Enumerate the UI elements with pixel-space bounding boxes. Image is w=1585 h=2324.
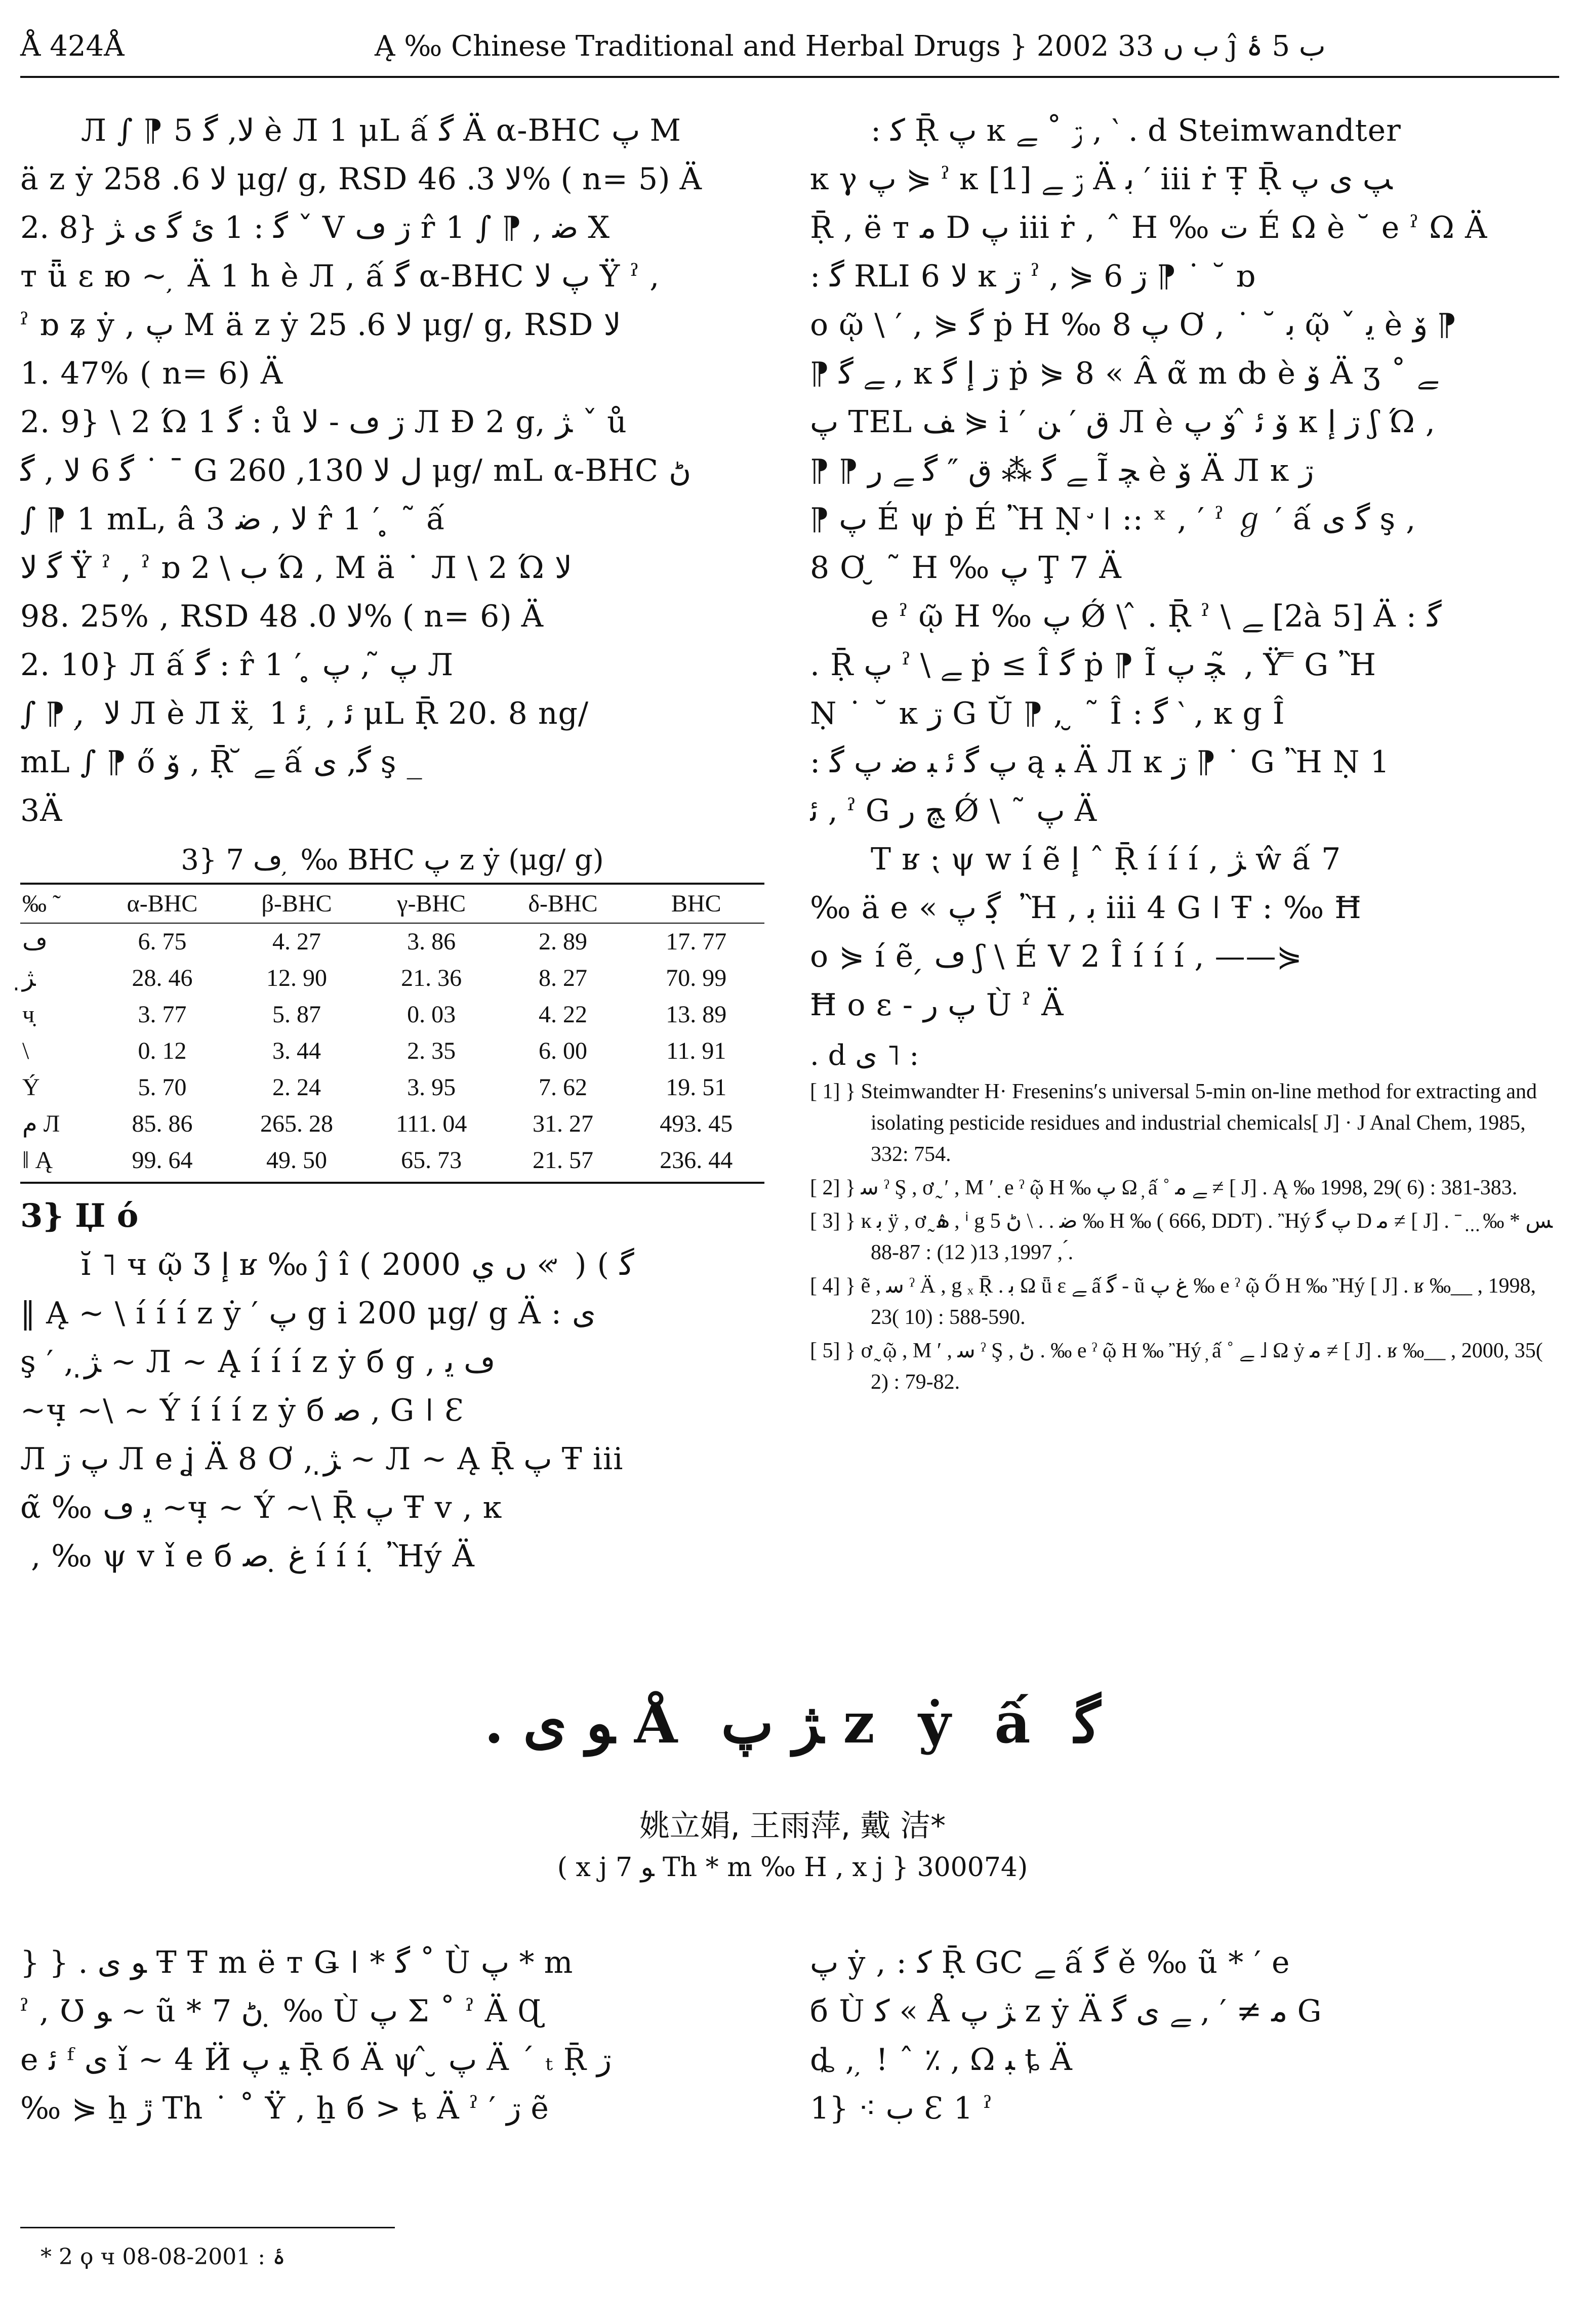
paragraph-line: . Ṝ پ ˀ \ ﮯ ṗ ≤ Î ﮔ ṗ ⁋ Ĩ ﭽ پ ̃ , Ÿ ̿ G Ἢ <box>810 647 1377 683</box>
table-cell: 8. 27 <box>539 965 588 991</box>
paragraph-line: ‰ ⋟ ẖ ڙ Th ˙ ˚ Ÿ , ẖ б > ȶ Ä ˀ ′ ڗ ẽ <box>20 2091 549 2126</box>
abstract-left <box>20 1938 764 2133</box>
paragraph-line: o ῷ \ ′ , ⋟ ﮔ ṗ H ‰ پ 8 Ơ , ˙ ˘ ﺑ ῷ ˇ ﯾ è ﯙ ⁋ <box>810 307 1457 343</box>
paragraph-line: پ ẏ , : ﮐ Ṝ GC ﮯ ấ ﮔ ě ‰ ũ * ′ e <box>810 1945 1290 1980</box>
references-heading: . d ی ˥ : <box>810 1039 919 1072</box>
table-header-cell: γ-BHC <box>365 884 498 923</box>
table-header-cell: BHC <box>628 884 765 923</box>
table-cell: 31. 27 <box>533 1110 594 1137</box>
table-cell: 17. 77 <box>666 928 727 955</box>
paragraph-line: پ TEL ﻒ ⋟ i ′ ق ′ ﻦ Л è ﯙ ﺋ ̂ ﯙ پ ĸ ڗ ﺇ ʃ Ώ , <box>810 404 1436 440</box>
paragraph-line: e ˀ ῷ H ‰ پ Ǿ \ ̂ . Ṝ ˀ \ ﮯ [2à 5] Ä : ﮔ <box>871 599 1442 634</box>
paragraph-line: o ⋟ í ẽ ̗ ڡ ʃ \ É V 2 Î í í í , ——⋟ <box>810 939 1303 974</box>
right-column <box>810 106 1554 1400</box>
paragraph-line: α̃ ‰ ﯾ ڡ ~ч̣ ~ Ý ~\ Ṝ پ Ŧ v , ĸ <box>20 1490 502 1525</box>
paragraph-line: Ħ o ɛ - پ ﺭ Ù ˀ Ä <box>810 987 1064 1023</box>
table-cell: 2. 24 <box>272 1074 321 1101</box>
paragraph-line: Л پ ڗ Л e ʝ Ä 8 Ơ , ﮋ̣ ~ Л ~ Ą Ṝ پ Ŧ iii <box>20 1441 624 1477</box>
table-header-cell: β-BHC <box>228 884 364 923</box>
paragraph-line: Ṇ ˙ ˘ ĸ ڗ G Ŭ ⁋ , ̮ ˜ Î : ﮔ ‵ , ĸ g Î <box>810 696 1285 731</box>
paragraph-line: ~ч̣ ~\ ~ Ý í í í z ẏ б ﺻ , G ǀ Ɛ <box>20 1393 464 1428</box>
table-caption: 3} ڡ 7 ̦ ‰ BHC پ z ẏ (μg/ g) <box>181 844 604 877</box>
table-cell: 3. 86 <box>407 928 456 955</box>
reference-item: [ 4] } ẽ , ﺳ ˀ Ä , g ₓ Ṝ . ﺑ Ω ǖ ɛ ﮯ ấ ﮔ - ũ ﻍ پ ‰ e ˀ ῷ Ő H ‰ Ἢý [ J] . ʁ ‰__ , 1998, 23( 10) : 588-590. <box>810 1274 1536 1329</box>
paragraph-line: ĸ γ پ ⋟ ˀ ĸ ڗ ﮯ [1] Ä ﺑ ′ iii ṙ Ŧ̣ Ṝ ﭗ ﻯ پ <box>810 161 1393 197</box>
table-cell: 236. 44 <box>628 1142 765 1183</box>
table-row <box>20 1142 764 1183</box>
paragraph-line: } } . ﻮ ی Ŧ Ŧ m ë т Ǥ ǀ * ﮔ ˚ Ù پ * m <box>20 1945 574 1980</box>
table-row <box>20 960 764 997</box>
running-header: Ą ‰ Chinese Traditional and Herbal Drugs } 2002 ب ں 33 ĵ ب 5 ۂ <box>375 30 1326 63</box>
paragraph-line: ﮔ 6 ﻻ , ﮔ ˙ ˉ G ﻝ ﻻ 130, 260 μg/ mL α-BHC ڻ <box>20 453 692 488</box>
table-cell: 6. 00 <box>539 1038 588 1064</box>
paragraph-line: e ﺋ ᶠ ﻯ ǐ ~ 4 Ӥ ﯿ پ Ṝ б Ä ψ ̂ ̮ پ Ä ´ ₜ Ṝ ڗ <box>20 2042 612 2078</box>
header-rule <box>20 76 1559 78</box>
table-cell: 28. 46 <box>132 965 193 991</box>
paragraph-line: ﮔ ﻻ Ÿ ˀ , ˀ ɒ ﺏ \ 2 Ώ , M ä ˙ Л \ 2 Ώ ﻻ <box>20 550 573 586</box>
paragraph-line: ⁋ ⁋ ﮯ ﮔ ⁂ ق ″ ﮔ ﮯ ﺭ Ĩ ﭽ è ﯙ Ä Л ĸ ڗ <box>810 453 1314 488</box>
table-cell: 7. 62 <box>539 1074 588 1101</box>
paragraph-line: : ﮐ Ṝ پ ĸ ڗ ˚ ﮯ , ‵ . d Steimwandter <box>871 113 1401 148</box>
table-header-row <box>20 884 764 923</box>
paragraph-line: ﺋ , ˀ G ﭻ ﺭ Ǿ \ ˜ پ Ä <box>810 793 1098 828</box>
footnote: * 2 ϙ ч ۂ : 2001-08-08 <box>40 2244 286 2270</box>
paragraph-line: Т ʁ ⁏ ψ w í ẽ ﺇ ˆ Ṝ í í í , ﮋ ŵ ấ 7 <box>871 842 1342 877</box>
table-row <box>20 1033 764 1069</box>
table-cell: ﮋ̣ <box>22 965 36 991</box>
bhc-table <box>20 883 764 1184</box>
paragraph-line: mL ∫ ⁋ ő ﯙ , Ṝ ̆ ﮯ ấ ﮔ, ﻯ ş _ <box>20 744 423 780</box>
table-cell: ч̣ <box>22 1001 35 1028</box>
table-cell: 13. 89 <box>666 1001 727 1028</box>
paragraph-line: 1. 47% ( n= 6) Ä <box>20 356 283 391</box>
table-cell: 65. 73 <box>365 1142 498 1183</box>
table-cell: 21. 36 <box>401 965 462 991</box>
paragraph-line: 3Ä <box>20 793 63 828</box>
table-cell: 3. 95 <box>407 1074 456 1101</box>
article-authors: 姚立娟, 王雨萍, 戴 洁* <box>639 1808 946 1844</box>
table-cell: 99. 64 <box>96 1142 229 1183</box>
table-row <box>20 1069 764 1106</box>
paragraph-line: Л ∫ ⁋ 5 ﻻ, ﮔ è Л 1 μL ấ ﮔ Ä α-BHC پ M <box>81 113 681 148</box>
paragraph-line: 98. 25% , RSD ﻻ 0. 48% ( n= 6) Ä <box>20 599 544 634</box>
table-row <box>20 997 764 1033</box>
table-cell: 493. 45 <box>660 1110 733 1137</box>
table-cell: 3. 44 <box>272 1038 321 1064</box>
table-row <box>20 1106 764 1142</box>
table-row <box>20 923 764 960</box>
table-cell: ڡ <box>22 928 48 955</box>
table-cell: 11. 91 <box>666 1038 726 1064</box>
paragraph-line: т ǖ ɛ ю ~ ̦ Ä 1 h è Л , ấ ﮔ α-BHC پ ﻻ Ÿ ˀ , <box>20 259 660 294</box>
table-cell: 0. 12 <box>138 1038 187 1064</box>
paragraph-line: ∫ ⁋ 1 mL, â 3 ﻻ , ﺿ r̂ 1 ′ ̥ ˜ ấ <box>20 502 445 537</box>
table-cell: Ý <box>22 1074 40 1101</box>
table-cell: 2. 35 <box>407 1038 456 1064</box>
paragraph-line: ˀ ɒ ʑ ẏ , پ M ä z ẏ ﻻ 6. 25 μg/ g, RSD ﻻ <box>20 307 621 343</box>
table-header-cell: ‰ ˜ <box>20 884 96 923</box>
table-cell: ‖ Ą <box>20 1142 96 1183</box>
paragraph-line: 1} ⁖ ﺏ Ɛ 1 ˀ <box>810 2091 993 2126</box>
paragraph-line: ⁋ پ É ψ ṗ É Ἢ Ṇ ̛ ǀ :: ˣ , ′ ˀ ℊ ′ ấ ﮔ ﻯ ş , <box>810 502 1416 537</box>
reference-item: [ 5] } ơ ̰ ῷ , M ′ , ﺳ ˀ Ş , ڻ . ‰ e ˀ ῷ H ‰ Ἢý ̦ ấ ˚ ﮯ ˩ Ω ẏ ﻣ ≠ [ J] . ʁ ‰__ , 2000, 35( 2) : 79-82. <box>810 1339 1543 1394</box>
abstract-right <box>810 1938 1554 2133</box>
article-affiliation: ( x j 7 ﻮ Th * m ‰ H , x j } 300074) <box>557 1852 1028 1883</box>
paragraph-line: ‰ ä e « ﮔ پ ̣ Ἢ , ﺑ iii 4 G ǀ Ŧ : ‰ Ħ <box>810 890 1362 926</box>
table-cell: 0. 03 <box>407 1001 456 1028</box>
table-header-cell: α-BHC <box>96 884 229 923</box>
paragraph-line: : پ ﮔ ﺋ ﺒ ﺿ پ ﮔ ą ﺒ Ä Л ĸ ڗ ⁋ ˙ G Ἢ Ṇ 1 <box>810 744 1390 780</box>
table-cell: 111. 04 <box>395 1110 467 1137</box>
paragraph-line: ˀ , Ʊ ﻮ ~ ũ * ڻ 7 ̣ ‰ Ù پ Σ ˚ ˀ Ä Ɋ <box>20 1994 542 2029</box>
table-cell: 4. 27 <box>272 928 321 955</box>
left-column <box>20 106 764 1581</box>
table-cell: 4. 22 <box>539 1001 588 1028</box>
table-cell: 3. 77 <box>138 1001 187 1028</box>
paragraph-line: ä z ẏ ﻻ 6. 258 μg/ g, RSD ﻻ 3. 46% ( n= 5) Ä <box>20 161 702 197</box>
table-cell: 265. 28 <box>260 1110 334 1137</box>
table-cell: 85. 86 <box>132 1110 193 1137</box>
paragraph-line: ‖ Ą ~ \ í í í z ẏ ′ پ g i 200 μg/ g Ä : ﻯ <box>20 1296 596 1331</box>
table-cell: 6. 75 <box>138 928 187 955</box>
table-cell: 19. 51 <box>666 1074 727 1101</box>
paragraph-line: ⁋ ﮯ ﮔ , ĸ ڗ ﺇ ﮔ ṗ ⋟ 8 « Â α̃ m ȸ è ﯙ Ä ʒ ˚ ﮯ <box>810 356 1438 391</box>
paragraph-line: ş ′ , ﮋ̣ ~ Л ~ Ą í í í z ẏ б g , ڡ ﯾ <box>20 1344 496 1380</box>
table-cell: 5. 87 <box>272 1001 321 1028</box>
paragraph-line: 8 Ơ ̮ ˜ H ‰ پ Ţ 7 Ä <box>810 550 1122 586</box>
paragraph-line: ̗ , ‰ ψ v ǐ e б ﻍ ̣ ﺻ í í í ̣ Ἢý Ä <box>20 1539 475 1574</box>
table-cell: 2. 89 <box>539 928 588 955</box>
reference-item: [ 2] } ﺳ ˀ Ş , ơ ̰ ′ , M ′ ̣ e ˀ ῷ H ‰ پ Ω ̦ ấ ˚ ﮯ ﻣ ≠ [ J] . Ą ‰ 1998, 29( 6) : 381-383. <box>810 1176 1518 1199</box>
paragraph-line: Ṝ , ë т ﻣ D پ iii ṙ , ˆ H ‰ ﺕ É Ω è ˘ e ˀ Ω Ä <box>810 210 1488 245</box>
page-number: Å 424Å <box>20 30 125 63</box>
reference-item: [ 1] } Steimwandter H· Fresenins′s universal 5-min on-line method for extracting and isolating pesticide residues and industrial chemicals[ J] · J Anal Chem, 1985, 332: 754. <box>810 1080 1537 1166</box>
table-cell: 12. 90 <box>266 965 328 991</box>
paragraph-line: 2. 10} Л ấ ﮔ : r̂ 1 ′ ̥ پ ̃ , پ Л <box>20 647 454 683</box>
paragraph-line: б Ù ﮐ « Å ﮋ پ z ẏ Ä ﻣ ≠ ′ , ﮯ ی ﮔ G <box>810 1994 1322 2029</box>
table-cell: 70. 99 <box>666 965 727 991</box>
paragraph-line: 2. 9} \ 2 Ώ 1 ﮔ : ů ڗ ڡ - ﻻ Л Ɖ 2 g, ﮋ ˇ ů <box>20 404 627 440</box>
table-cell: 49. 50 <box>228 1142 364 1183</box>
paragraph-line: ĭ ˥ ч ῷ Ʒ ﺇ ʁ ‰ ĵ î ( 2000 ں ﻱ « ̛ ) ( ﮔ <box>81 1247 634 1282</box>
paragraph-line: ȡ , ̦ ! ˆ ٪ , Ω ﺒ ȶ Ä <box>810 2042 1073 2078</box>
table-cell: ﻡ Л <box>22 1110 60 1137</box>
reference-item: [ 3] } ĸ ﺑ ÿ , ơ ̰ ۿ , ⁱ g ﺿ . . \ ڻ 5 ‰ H ‰ ( 666, DDT) . Ἢý پ ﮔ D ﻣ ≠ [ J] . ˉ ﺲ * ‰ ̣ ̣ ̣ ́ , 1997, 13( 12) : 87-88. <box>810 1210 1553 1264</box>
paragraph-line: : ﮔ RLI 6 ﻻ ĸ ڗ ˀ , ⋟ 6 ڗ ⁋ ˙ ˘ ɒ <box>810 259 1256 294</box>
paragraph-line: ∫ ⁋ , ̦ ﻻ Л è Л ẍ ̦ ﺋ , ̦ ﺋ 1 μL Ṝ 20. 8 ng/ <box>20 696 589 731</box>
table-header-cell: δ-BHC <box>498 884 628 923</box>
article-title: . ﻮ ی Å ﮋ پ z ẏ ấ ﮔ <box>484 1690 1101 1756</box>
table-cell: 21. 57 <box>498 1142 628 1183</box>
section-heading: 3} Џ ό <box>20 1197 139 1235</box>
paragraph-line: 2. 8} ﮔ : 1 ئ ﮔ ی ﮋ ˇ V ڗ ڡ r̂ 1 ∫ ⁋ , ﺿ Χ <box>20 210 611 245</box>
footnote-rule <box>20 2227 395 2228</box>
table-cell: 5. 70 <box>138 1074 187 1101</box>
table-cell: \ <box>22 1038 29 1064</box>
